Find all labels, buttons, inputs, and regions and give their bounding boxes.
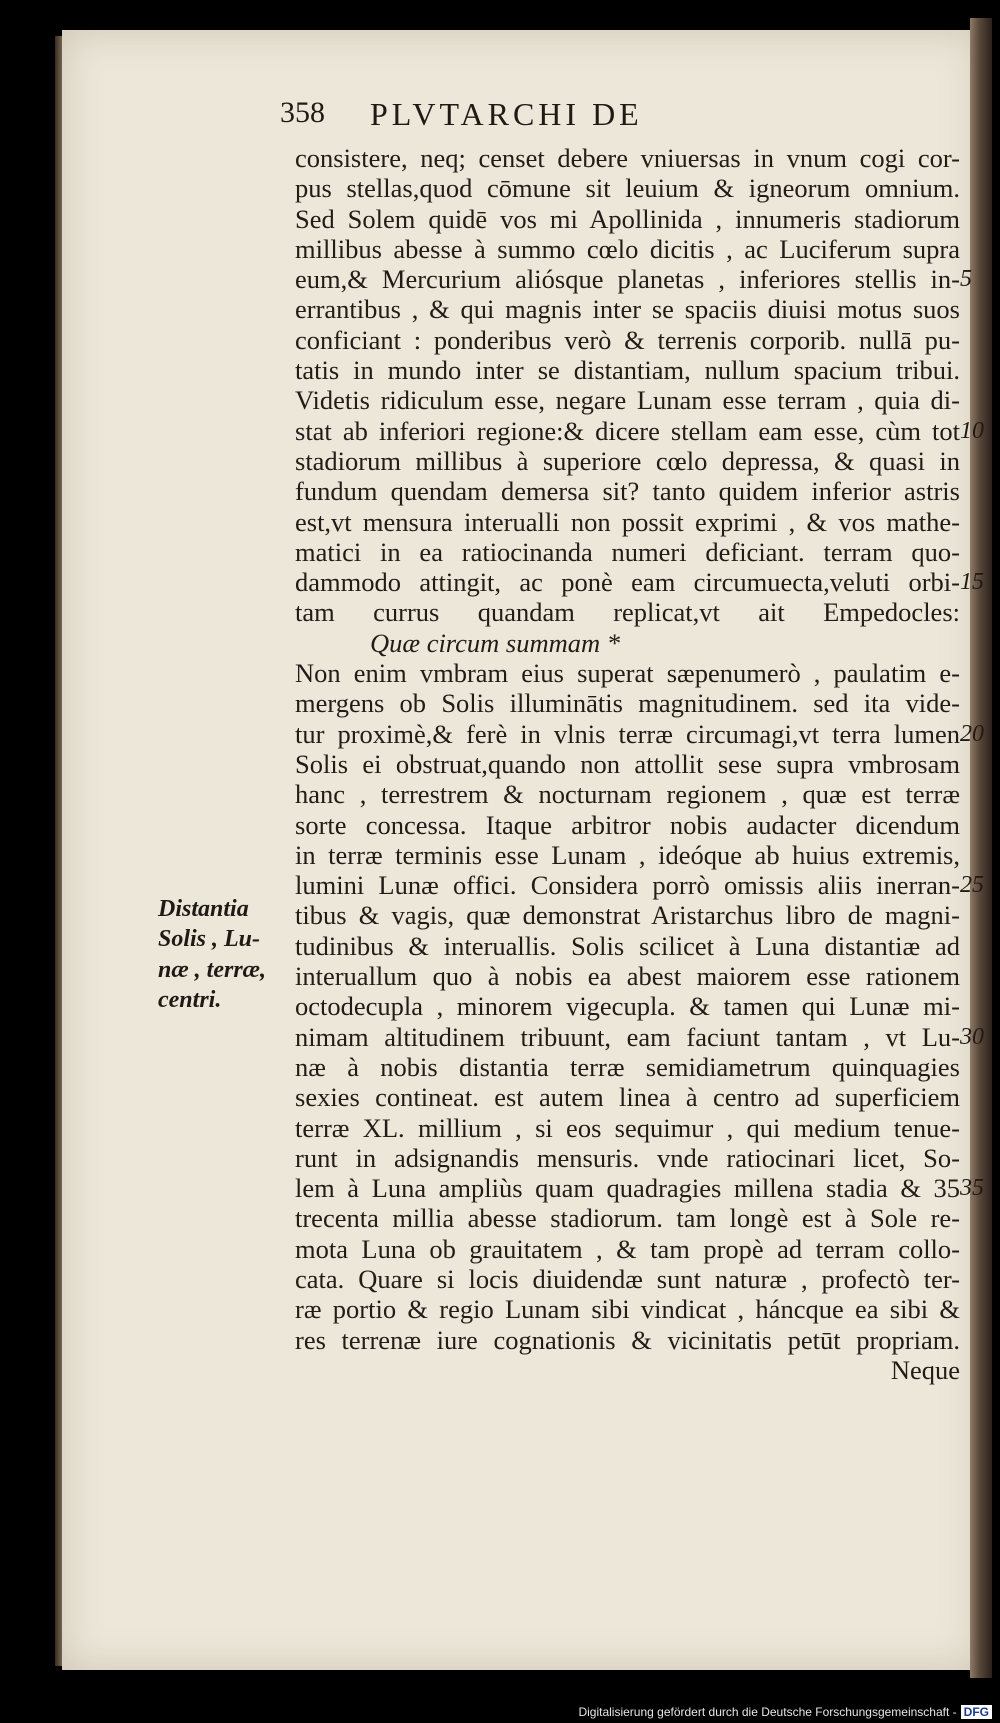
text-line: tur proximè,& ferè in vlnis terræ circumagi,vt terra lumen [295,718,960,749]
text-line: runt in adsignandis mensuris. vnde ratiocinari licet, So- [295,1142,960,1173]
line-number: 35 [960,1175,984,1202]
margin-note-line: centri. [158,986,222,1013]
footer-credit [578,1705,992,1719]
text-line: næ à nobis distantia terræ semidiametrum quinquagies [295,1051,960,1082]
text-line: Neque [890,1354,960,1385]
text-line: res terrenæ iure cognationis & vicinitatis petūt propriam. [295,1324,960,1355]
text-line: conficiant : ponderibus verò & terrenis corporib. nullā pu- [295,324,960,355]
text-line: sexies contineat. est autem linea à centro ad superficiem [295,1082,960,1113]
text-line: pus stellas,quod cōmune sit leuium & igneorum omnium. [295,173,960,204]
line-number: 5 [960,266,972,293]
text-line: hanc , terrestrem & nocturnam regionem , quæ est terræ [295,779,960,810]
text-line: terræ XL. millium , si eos sequimur , qui medium tenue- [295,1112,960,1143]
text-line: stadiorum millibus à superiore cœlo depressa, & quasi in [295,445,960,476]
text-line: eum,& Mercurium aliósque planetas , inferiores stellis in- [295,264,960,295]
line-number: 30 [960,1023,984,1050]
text-line: fundum quendam demersa sit? tanto quidem inferior astris [295,476,960,507]
line-number: 25 [960,872,984,899]
footer-text: Digitalisierung gefördert durch die Deutsche Forschungsgemeinschaft - [578,1705,957,1719]
text-line: sorte concessa. Itaque arbitror nobis audacter dicendum [295,809,960,840]
page-number: 358 [280,96,325,129]
margin-note [158,894,298,1015]
margin-note-line: Distantia [158,896,249,922]
text-line: tatis in mundo inter se distantiam, nullum spacium tribui. [295,355,960,386]
text-line: ræ portio & regio Lunam sibi vindicat , háncque ea sibi & [295,1294,960,1325]
text-line: mergens ob Solis illuminātis magnitudinem. sed ita vide- [295,688,960,719]
text-line: millibus abesse à summo cœlo dicitis , ac Luciferum supra [295,233,960,264]
text-line: est,vt mensura interualli non possit exprimi , & vos mathe- [295,506,960,537]
text-line: in terræ terminis esse Lunam , ideóque ab huius extremis, [295,839,960,870]
running-header [280,96,800,138]
text-line: tibus & vagis, quæ demonstrat Aristarchus libro de magni- [295,900,960,931]
text-line: matici in ea ratiocinanda numeri deficiant. terram quo- [295,536,960,567]
text-line: Solis ei obstruat,quando non attollit sese supra vmbrosam [295,748,960,779]
text-line: lem à Luna ampliùs quam quadragies millena stadia & 35 [295,1173,960,1204]
text-line: dammodo attingit, ac ponè eam circumuecta,veluti orbi- [295,567,960,598]
running-title: PLVTARCHI DE [370,96,643,132]
text-line: trecenta millia abesse stadiorum. tam longè est à Sole re- [295,1203,960,1234]
text-line: tudinibus & interuallis. Solis scilicet à Luna distantiæ ad [295,930,960,961]
text-line: mota Luna ob grauitatem , & tam propè ad terram collo- [295,1233,960,1264]
text-line: cata. Quare si locis diuidendæ sunt naturæ , profectò ter- [295,1263,960,1294]
text-line: nimam altitudinem tribuunt, eam faciunt tantam , vt Lu- [295,1021,960,1052]
text-line: lumini Lunæ offici. Considera porrò omissis aliis inerran- [295,870,960,901]
line-number: 15 [960,569,984,596]
text-line: Quæ circum summam * [370,627,621,658]
text-line: Videtis ridiculum esse, negare Lunam esse terram , quia di- [295,385,960,416]
text-line: errantibus , & qui magnis inter se spaciis diuisi motus suos [295,294,960,325]
text-line: octodecupla , minorem vigecupla. & tamen qui Lunæ mi- [295,991,960,1022]
line-number: 20 [960,720,984,747]
text-line: interuallum quo à nobis ea abest maiorem esse rationem [295,961,960,992]
page-edge-right [970,18,992,1678]
text-line: Sed Solem quidē vos mi Apollinida , innumeris stadiorum [295,203,960,234]
text-line: consistere, neq; censet debere vniuersas in vnum cogi cor- [295,143,960,173]
text-line: stat ab inferiori regione:& dicere stellam eam esse, cùm tot [295,415,960,446]
dfg-logo: DFG [961,1705,992,1719]
text-line: tam currus quandam replicat,vt ait Empedocles: [295,597,960,628]
text-line: Non enim vmbram eius superat sæpenumerò , paulatim e- [295,658,960,689]
main-text [295,143,960,1385]
margin-note-line: næ , terræ, [158,956,267,983]
line-number: 10 [960,417,984,444]
margin-note-line: Solis , Lu- [158,926,261,953]
